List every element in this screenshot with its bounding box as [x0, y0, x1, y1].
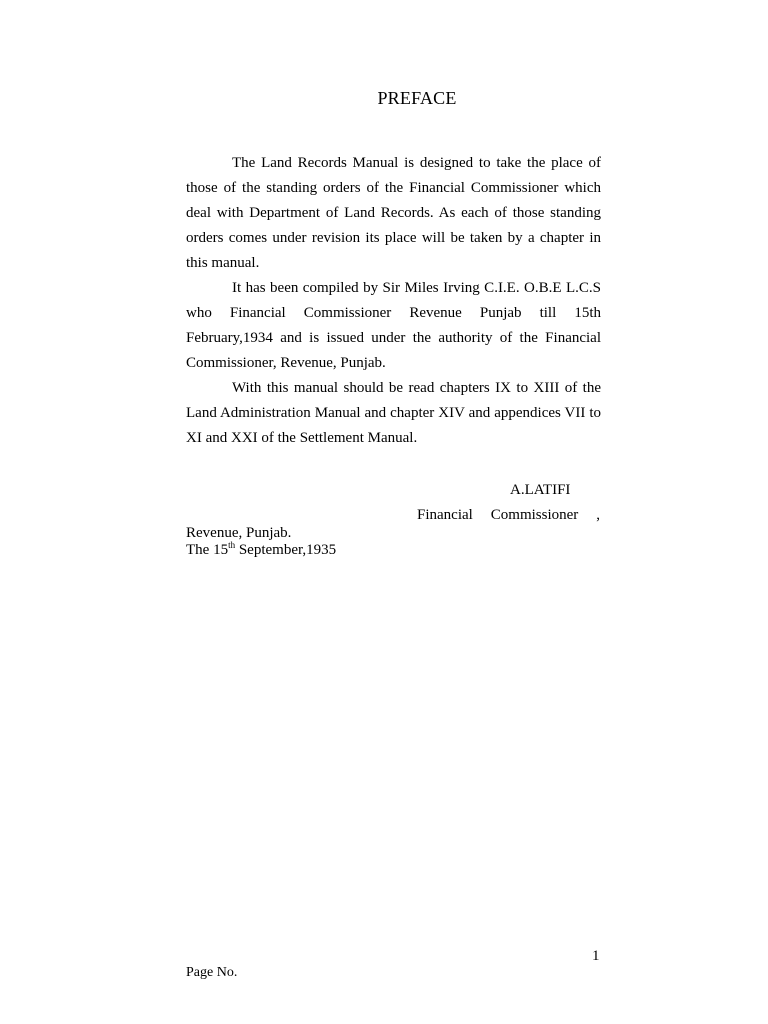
paragraph: The Land Records Manual is designed to take the place of those of the standing orders of the Financial Commissioner which deal with Department of Land Records. As each of those standing orders comes under revision its place will be taken by a chapter in this manual. [186, 155, 601, 271]
signatory-place: Revenue, Punjab. [186, 525, 292, 541]
signatory-name: A.LATIFI [510, 482, 571, 498]
paragraph: With this manual should be read chapters IX to XIII of the Land Administration Manual and chapter XIV and appendices VII to XI and XXI of the Settlement Manual. [186, 380, 601, 446]
signature-date [186, 542, 336, 559]
page-label: Page No. [186, 965, 238, 980]
date-day: The 15 [186, 542, 229, 558]
date-month-year: September,1935 [235, 542, 337, 558]
page-number: 1 [592, 948, 600, 964]
preface-body [186, 151, 601, 451]
paragraph: It has been compiled by Sir Miles Irving C.I.E. O.B.E L.C.S who Financial Commissioner Revenue Punjab till 15th February,1934 and is issued under the authority of the Financial Commissioner, Revenue, Punjab. [186, 280, 601, 371]
page-title: PREFACE [377, 88, 457, 108]
signatory-title: Financial Commissioner , [417, 507, 600, 523]
date-ordinal: th [228, 540, 236, 550]
